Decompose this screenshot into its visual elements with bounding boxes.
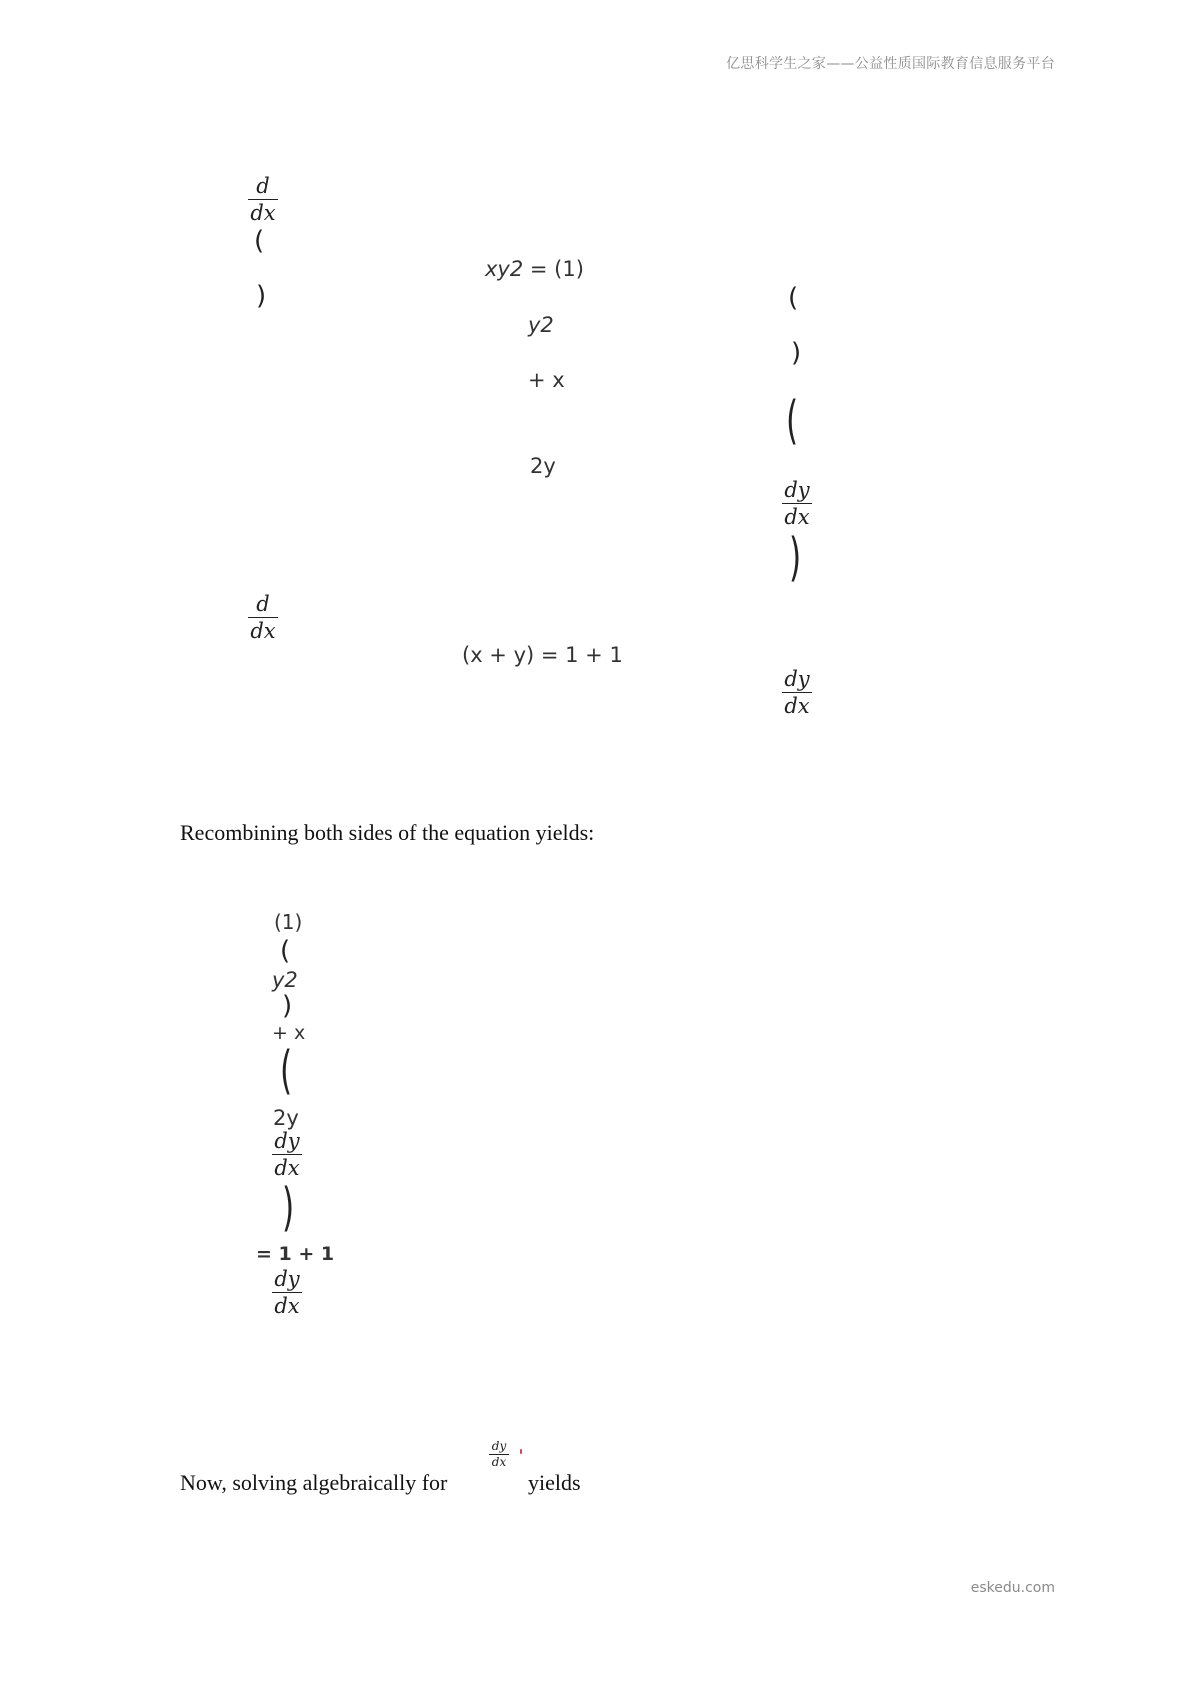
fraction-d-dx (248, 175, 278, 224)
red-mark (520, 1449, 522, 1454)
fraction-denominator: dx (250, 619, 276, 644)
paren-close: ) (282, 991, 293, 1021)
equation-term-2y: 2y (273, 1106, 299, 1130)
fraction-bar (272, 1154, 302, 1155)
fraction-dy-dx (782, 479, 812, 528)
fraction-numerator: dy (491, 1439, 507, 1453)
fraction-bar (248, 199, 278, 200)
fraction-bar (782, 692, 812, 693)
fraction-numerator: dy (274, 1267, 300, 1291)
fraction-denominator: dx (274, 1156, 300, 1181)
big-paren-close: ) (282, 1178, 295, 1238)
equation-term-y2: y2 (272, 968, 298, 992)
paren-open: ( (280, 936, 291, 966)
equation-lhs-sum: (x + y) = 1 + 1 (462, 643, 623, 667)
page-footer: eskedu.com (970, 1580, 1055, 1596)
fraction-numerator: dy (784, 667, 810, 691)
paren-open-right: ( (788, 283, 799, 313)
big-paren-open: ( (786, 391, 799, 451)
equation-plus-x: + x (272, 1022, 306, 1044)
fraction-numerator: d (256, 592, 270, 616)
equation-rhs: = 1 + 1 (256, 1243, 335, 1265)
fraction-denominator: dx (250, 201, 276, 226)
paragraph-recombining: Recombining both sides of the equation yields: (180, 820, 595, 845)
paren-open: ( (254, 226, 265, 256)
paren-close-right: ) (791, 338, 802, 368)
fraction-bar (272, 1292, 302, 1293)
fraction-denominator: dx (784, 694, 810, 719)
fraction-dy-dx (782, 668, 812, 717)
equation-term-one: (1) (274, 910, 303, 934)
fraction-dy-dx (272, 1130, 302, 1179)
fraction-bar (248, 617, 278, 618)
paren-close: ) (256, 281, 267, 311)
fraction-d-dx (248, 593, 278, 642)
paragraph-solving-after: yields (528, 1470, 581, 1495)
fraction-numerator: dy (784, 478, 810, 502)
fraction-denominator: dx (784, 505, 810, 530)
page-header: 亿思科学生之家——公益性质国际教育信息服务平台 (726, 56, 1055, 72)
big-paren-open: ( (280, 1041, 293, 1101)
paragraph-solving-before: Now, solving algebraically for (180, 1470, 448, 1495)
fraction-numerator: dy (274, 1129, 300, 1153)
equation-plus-x: + x (528, 368, 565, 392)
fraction-bar (782, 503, 812, 504)
fraction-denominator: dx (491, 1454, 507, 1469)
paragraph-solving (180, 1470, 447, 1496)
equation-term-y2: y2 (528, 313, 554, 337)
inline-fraction-dy-dx (489, 1440, 509, 1468)
fraction-numerator: d (256, 174, 270, 198)
equation-term-2y: 2y (530, 454, 556, 478)
equation-term-xy2: xy2 = (1) (485, 257, 584, 281)
fraction-denominator: dx (274, 1294, 300, 1319)
fraction-dy-dx-2 (272, 1268, 302, 1317)
big-paren-close: ) (789, 528, 802, 588)
